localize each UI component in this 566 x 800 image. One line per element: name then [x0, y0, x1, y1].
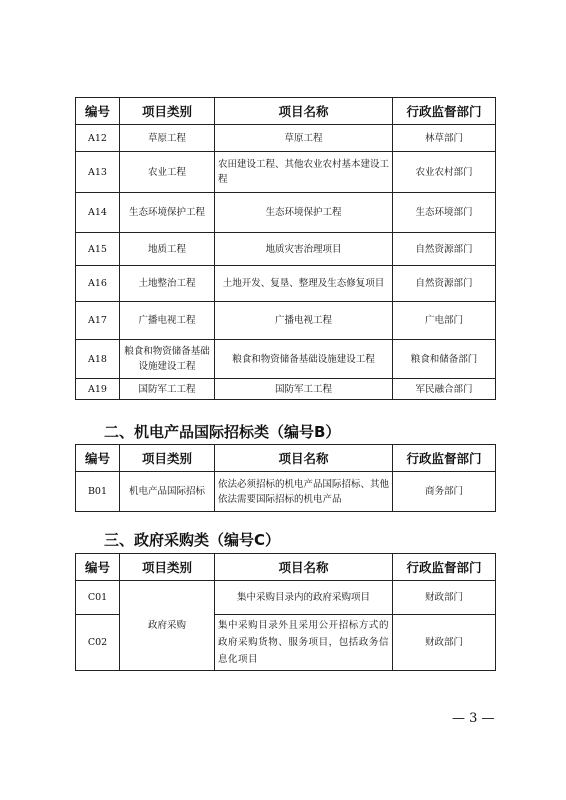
cell-dept: 自然资源部门 [393, 266, 496, 302]
project-table-c [75, 553, 496, 671]
cell-dept: 广电部门 [393, 302, 496, 340]
cell-category: 地质工程 [120, 233, 215, 266]
header-dept: 行政监督部门 [393, 445, 496, 472]
table-header-row [76, 554, 496, 581]
table-row [76, 340, 496, 379]
cell-name: 草原工程 [215, 125, 393, 152]
cell-dept: 生态环境部门 [393, 193, 496, 233]
header-category: 项目类别 [120, 98, 215, 125]
cell-category: 机电产品国际招标 [120, 472, 215, 512]
cell-category: 农业工程 [120, 152, 215, 193]
table-row [76, 233, 496, 266]
header-code: 编号 [76, 98, 120, 125]
cell-code: A15 [76, 233, 120, 266]
table-row [76, 266, 496, 302]
cell-code: A13 [76, 152, 120, 193]
header-dept: 行政监督部门 [393, 554, 496, 581]
table-row [76, 581, 496, 615]
cell-category: 粮食和物资储备基础设施建设工程 [120, 340, 215, 379]
cell-dept: 林草部门 [393, 125, 496, 152]
cell-dept: 粮食和储备部门 [393, 340, 496, 379]
cell-name: 集中采购目录内的政府采购项目 [215, 581, 393, 615]
header-category: 项目类别 [120, 445, 215, 472]
cell-name: 农田建设工程、其他农业农村基本建设工程 [215, 152, 393, 193]
cell-name: 国防军工工程 [215, 379, 393, 400]
cell-code: A17 [76, 302, 120, 340]
table-row [76, 152, 496, 193]
cell-dept: 农业农村部门 [393, 152, 496, 193]
cell-code: B01 [76, 472, 120, 512]
table-header-row [76, 445, 496, 472]
cell-name: 依法必须招标的机电产品国际招标、其他依法需要国际招标的机电产品 [215, 472, 393, 512]
cell-category: 土地整治工程 [120, 266, 215, 302]
cell-category: 广播电视工程 [120, 302, 215, 340]
table-row [76, 125, 496, 152]
cell-code: A19 [76, 379, 120, 400]
cell-name: 生态环境保护工程 [215, 193, 393, 233]
header-category: 项目类别 [120, 554, 215, 581]
cell-name: 土地开发、复垦、整理及生态修复项目 [215, 266, 393, 302]
cell-code: C01 [76, 581, 120, 615]
section-heading-c: 三、政府采购类（编号C） [104, 531, 281, 549]
cell-dept: 军民融合部门 [393, 379, 496, 400]
cell-code: C02 [76, 615, 120, 671]
table-row [76, 472, 496, 512]
cell-code: A14 [76, 193, 120, 233]
header-name: 项目名称 [215, 98, 393, 125]
cell-name: 广播电视工程 [215, 302, 393, 340]
table-row [76, 193, 496, 233]
cell-code: A16 [76, 266, 120, 302]
cell-name: 地质灾害治理项目 [215, 233, 393, 266]
table-row [76, 379, 496, 400]
header-dept: 行政监督部门 [393, 98, 496, 125]
cell-name: 粮食和物资储备基础设施建设工程 [215, 340, 393, 379]
page-number: — 3 — [452, 711, 495, 726]
header-name: 项目名称 [215, 554, 393, 581]
project-table-a [75, 97, 496, 400]
cell-name: 集中采购目录外且采用公开招标方式的政府采购货物、服务项目，包括政务信息化项目 [215, 615, 393, 671]
table-header-row [76, 98, 496, 125]
header-code: 编号 [76, 554, 120, 581]
cell-dept: 自然资源部门 [393, 233, 496, 266]
table-row [76, 302, 496, 340]
header-name: 项目名称 [215, 445, 393, 472]
cell-category: 草原工程 [120, 125, 215, 152]
cell-category: 生态环境保护工程 [120, 193, 215, 233]
cell-category: 政府采购 [120, 581, 215, 671]
section-heading-b: 二、机电产品国际招标类（编号B） [104, 423, 341, 441]
cell-dept: 商务部门 [393, 472, 496, 512]
cell-code: A12 [76, 125, 120, 152]
header-code: 编号 [76, 445, 120, 472]
cell-category: 国防军工工程 [120, 379, 215, 400]
cell-dept: 财政部门 [393, 581, 496, 615]
cell-dept: 财政部门 [393, 615, 496, 671]
project-table-b [75, 444, 496, 512]
cell-code: A18 [76, 340, 120, 379]
